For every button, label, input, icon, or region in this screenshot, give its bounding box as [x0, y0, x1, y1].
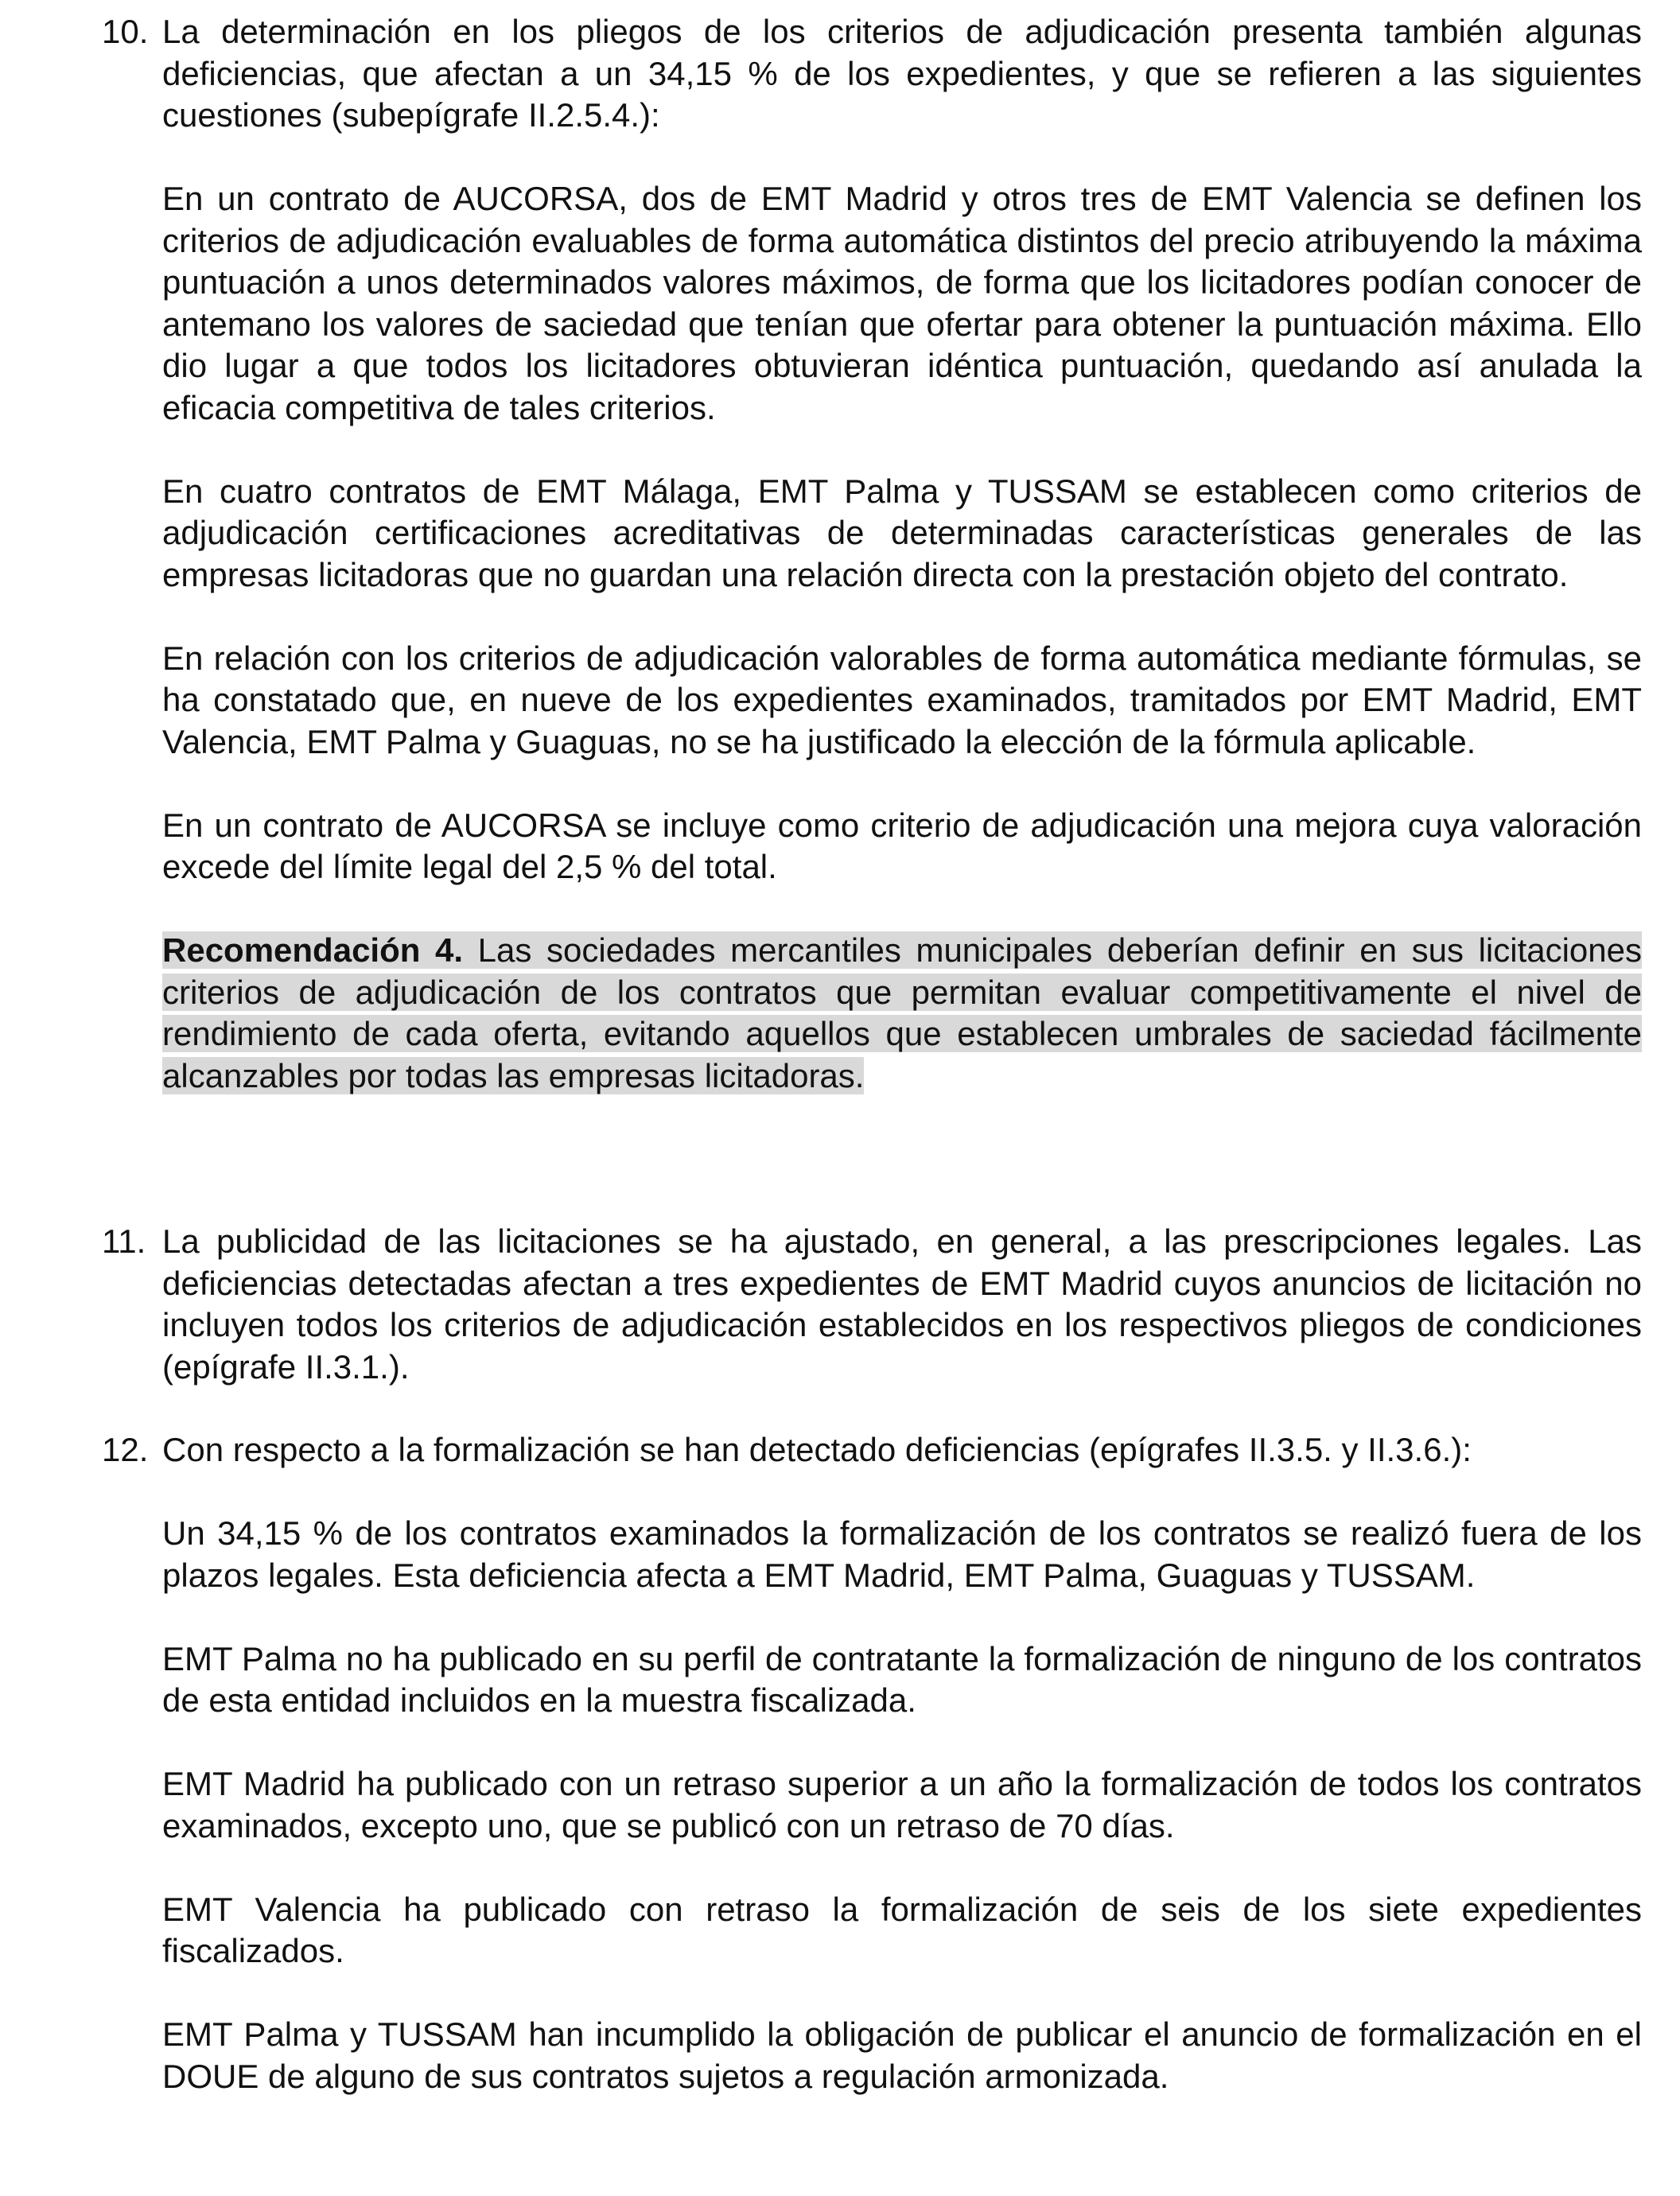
- paragraph: EMT Palma no ha publicado en su perfil de contratante la formalización de ninguno de los contratos de esta entidad incluidos en la muestra fiscalizada.: [162, 1639, 1642, 1719]
- recommendation-block: [162, 930, 1642, 1097]
- paragraph: EMT Valencia ha publicado con retraso la formalización de seis de los siete expedientes fiscalizados.: [162, 1890, 1642, 1969]
- paragraph: Un 34,15 % de los contratos examinados la formalización de los contratos se realizó fuera de los plazos legales. Esta deficiencia afecta a EMT Madrid, EMT Palma, Guaguas y TUSSAM.: [162, 1514, 1642, 1594]
- item-intro: La publicidad de las licitaciones se ha ajustado, en general, a las prescripciones legales. Las deficiencias detectadas afectan a tres expedientes de EMT Madrid cuyos anuncios de licitación no incluyen todos los criterios de adjudicación establecidos en los respectivos pliegos de condiciones (epígrafe II.3.1.).: [162, 1222, 1642, 1386]
- list-item-12: [102, 1429, 1642, 2097]
- recommendation-text: Las sociedades mercantiles municipales deberían definir en sus licitaciones criterios de adjudicación de los contratos que permitan evaluar competitivamente el nivel de rendimiento de cada oferta, evitando aquellos que establecen umbrales de saciedad fácilmente alcanzables por todas las empresas licitadoras.: [162, 931, 1642, 1094]
- paragraph: EMT Palma y TUSSAM han incumplido la obligación de publicar el anuncio de formalización en el DOUE de alguno de sus contratos sujetos a regulación armonizada.: [162, 2015, 1642, 2095]
- item-body: [162, 1221, 1642, 1388]
- paragraph: En un contrato de AUCORSA se incluye como criterio de adjudicación una mejora cuya valoración excede del límite legal del 2,5 % del total.: [162, 806, 1642, 885]
- paragraph: En un contrato de AUCORSA, dos de EMT Madrid y otros tres de EMT Valencia se definen los criterios de adjudicación evaluables de forma automática distintos del precio atribuyendo la máxima puntuación a unos determinados valores máximos, de forma que los licitadores podían conocer de antemano los valores de saciedad que tenían que ofertar para obtener la puntuación máxima. Ello dio lugar a que todos los licitadores obtuvieran idéntica puntuación, quedando así anulada la eficacia competitiva de tales criterios.: [162, 180, 1642, 426]
- paragraph: En relación con los criterios de adjudicación valorables de forma automática mediante fórmulas, se ha constatado que, en nueve de los expedientes examinados, tramitados por EMT Madrid, EMT Valencia, EMT Palma y Guaguas, no se ha justificado la elección de la fórmula aplicable.: [162, 639, 1642, 760]
- list-item-10: [102, 11, 1642, 1097]
- paragraph: En cuatro contratos de EMT Málaga, EMT Palma y TUSSAM se establecen como criterios de adjudicación certificaciones acreditativas de determinadas características generales de las empresas licitadoras que no guardan una relación directa con la prestación objeto del contrato.: [162, 472, 1642, 593]
- item-intro: Con respecto a la formalización se han detectado deficiencias (epígrafes II.3.5. y II.3.6.):: [162, 1431, 1472, 1468]
- item-number: 11.: [102, 1222, 146, 1260]
- item-number: 10.: [102, 13, 149, 50]
- item-number: 12.: [102, 1431, 149, 1468]
- item-intro: La determinación en los pliegos de los criterios de adjudicación presenta también algunas deficiencias, que afectan a un 34,15 % de los expedientes, y que se refieren a las siguientes cuestiones (subepígrafe II.2.5.4.):: [162, 13, 1642, 134]
- item-body: [162, 1429, 1642, 2097]
- list-item-11: [102, 1221, 1642, 1388]
- item-body: [162, 11, 1642, 1097]
- paragraph: EMT Madrid ha publicado con un retraso superior a un año la formalización de todos los contratos examinados, excepto uno, que se publicó con un retraso de 70 días.: [162, 1765, 1642, 1844]
- recommendation-highlight: [162, 931, 1642, 1094]
- recommendation-label: Recomendación 4.: [162, 931, 464, 969]
